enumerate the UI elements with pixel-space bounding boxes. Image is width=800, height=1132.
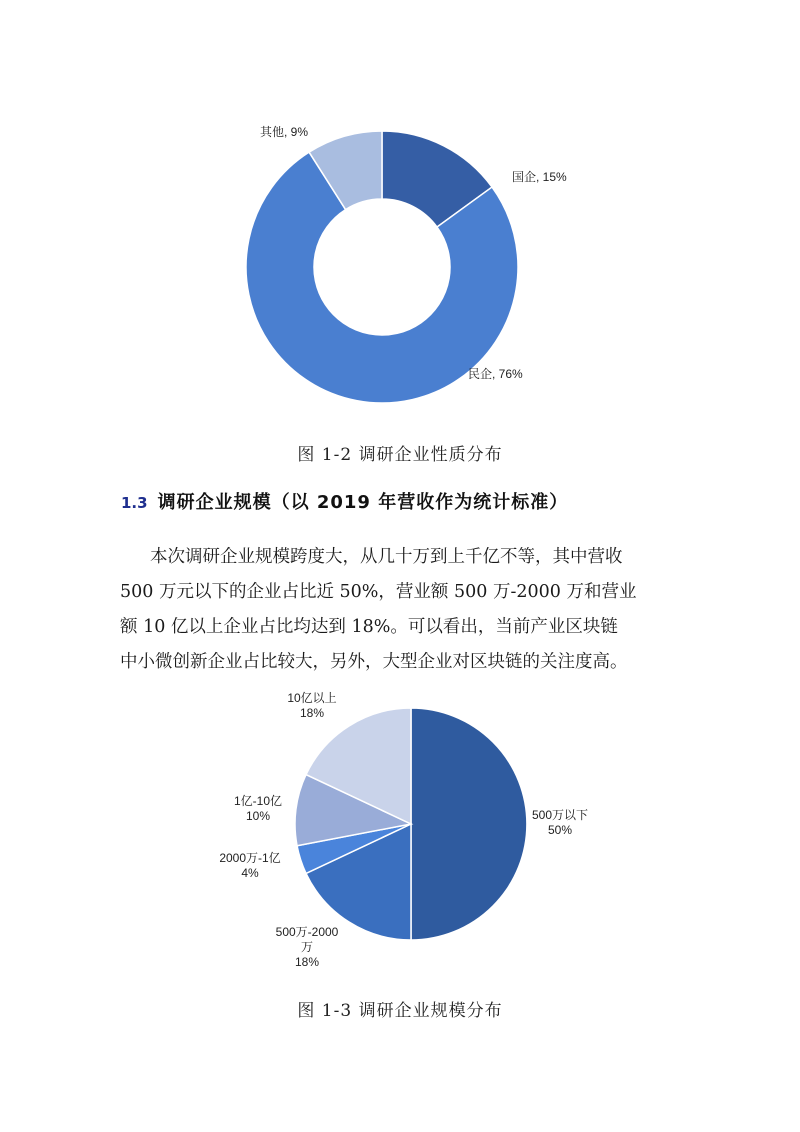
nature-data-label: 其他, 9% (259, 125, 308, 139)
scale-pie-chart (219, 690, 588, 969)
figure-caption-1-2: 图 1-2 调研企业性质分布 (297, 445, 503, 465)
nature-data-label: 民企, 76% (468, 367, 523, 381)
paragraph-line: 额 10 亿以上企业占比均达到 18%。可以看出，当前产业区块链 (120, 617, 618, 637)
paragraph-line: 500 万元以下的企业占比近 50%，营业额 500 万-2000 万和营业 (120, 582, 637, 602)
paragraph-line: 本次调研企业规模跨度大，从几十万到上千亿不等，其中营收 (150, 547, 623, 567)
section-heading (121, 488, 568, 514)
section-number: 1.3 (121, 494, 148, 512)
scale-data-label: 2000万-1亿 4% (219, 851, 281, 880)
paragraph-line: 中小微创新企业占比较大，另外，大型企业对区块链的关注度高。 (120, 652, 628, 672)
scale-data-label: 500万-2000 万 18% (275, 925, 339, 969)
body-paragraph (120, 540, 700, 680)
section-title: 调研企业规模（以 2019 年营收作为统计标准） (157, 492, 569, 513)
figure-caption-1-3: 图 1-3 调研企业规模分布 (297, 1001, 503, 1021)
scale-data-label: 10亿以上 18% (287, 691, 337, 720)
nature-data-label: 国企, 15% (512, 170, 567, 184)
scale-data-label: 500万以下 50% (531, 808, 589, 837)
nature-donut-chart (246, 124, 567, 403)
scale-data-label: 1亿-10亿 10% (233, 794, 283, 823)
scale-slice (411, 708, 527, 940)
